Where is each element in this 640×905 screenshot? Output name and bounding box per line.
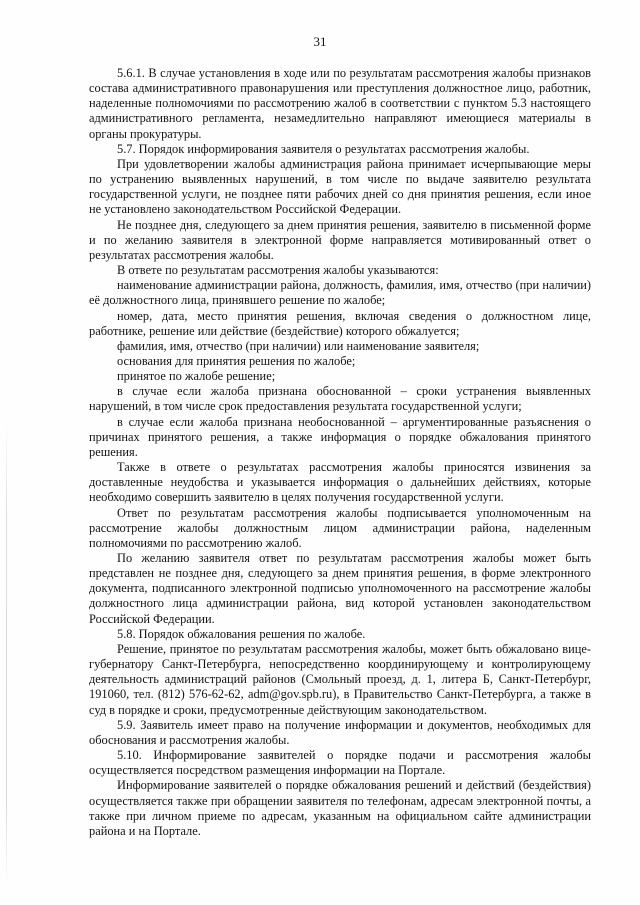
- list-item-decision-number: номер, дата, место принятия решения, включая сведения о должностном лице, работнике, решение или действие (бездействие) которого обжалуется;: [89, 308, 591, 338]
- paragraph-apologies: Также в ответе о результатах рассмотрения жалобы приносятся извинения за доставленные неудобства и указывается информация о дальнейших действиях, которые необходимо совершить заявителю в целях получения государственной услуги.: [89, 460, 591, 505]
- list-item-applicant-name: фамилия, имя, отчество (при наличии) или наименование заявителя;: [117, 338, 480, 353]
- paragraph-response-contents: В ответе по результатам рассмотрения жалобы указываются:: [117, 263, 439, 278]
- page-number: 31: [313, 34, 327, 49]
- scan-edge-line: [6, 420, 7, 890]
- paragraph-appeal: Решение, принятое по результатам рассмотрения жалобы, может быть обжаловано вице-губернатору Санкт-Петербурга, непосредственно координирующему и контролирующему деятельность администраций районов (Смольный проезд, д. 1, литера Б, Санкт-Петербург, 191060, тел. (812) 576-62-62, adm@gov.spb.ru), в Правительство Санкт-Петербурга, а также в суд в порядке и сроки, предусмотренные действующим законодательством.: [89, 641, 591, 717]
- list-item-justified: в случае если жалоба признана обоснованной – сроки устранения выявленных нарушений, в том числе срок предоставления результата государственной услуги;: [89, 384, 591, 414]
- paragraph-satisfaction: При удовлетворении жалобы администрация района принимает исчерпывающие меры по устранению выявленных нарушений, в том числе по выдаче заявителю результата государственной услуги, не позднее пяти рабочих дней со дня принятия решения, если иное не установлено законодательством Российской Федерации.: [89, 156, 591, 217]
- paragraph-signature: Ответ по результатам рассмотрения жалобы подписывается уполномоченным на рассмотрение жалобы должностным лицом администрации района, наделенным полномочиями по рассмотрению жалоб.: [89, 505, 591, 550]
- list-item-grounds: основания для принятия решения по жалобе;: [117, 353, 356, 368]
- list-item-unjustified: в случае если жалоба признана необоснованной – аргументированные разъяснения о причинах принятого решения, а также информация о порядке обжалования принятого решения.: [89, 414, 591, 459]
- paragraph-5-8-heading: 5.8. Порядок обжалования решения по жалобе.: [117, 626, 366, 641]
- paragraph-5-7-heading: 5.7. Порядок информирования заявителя о результатах рассмотрения жалобы.: [117, 141, 530, 156]
- list-item-decision: принятое по жалобе решение;: [117, 369, 276, 384]
- paragraph-electronic-response: По желанию заявителя ответ по результатам рассмотрения жалобы может быть представлен не позднее дня, следующего за днем принятия решения, в форме электронного документа, подписанного электронной подписью уполномоченного на рассмотрение жалобы должностного лица администрации района, вид которой установлен законодательством Российской Федерации.: [89, 551, 591, 626]
- paragraph-5-9: 5.9. Заявитель имеет право на получение информации и документов, необходимых для обоснования и рассмотрения жалобы.: [89, 717, 591, 747]
- paragraph-informing: Информирование заявителей о порядке обжалования решений и действий (бездействия) осуществляется также при обращении заявителя по телефонам, адресам электронной почты, а также при личном приеме по адресам, указанным на официальном сайте администрации района и на Портале.: [89, 778, 591, 838]
- paragraph-response-deadline: Не позднее дня, следующего за днем принятия решения, заявителю в письменной форме и по желанию заявителя в электронной форме направляется мотивированный ответ о результатах рассмотрения жалобы.: [89, 217, 591, 262]
- paragraph-5-10: 5.10. Информирование заявителей о порядке подачи и рассмотрения жалобы осуществляется посредством размещения информации на Портале.: [89, 748, 591, 778]
- paragraph-5-6-1: 5.6.1. В случае установления в ходе или по результатам рассмотрения жалобы признаков состава административного правонарушения или преступления должностное лицо, работник, наделенные полномочиями по рассмотрению жалоб в соответствии с пунктом 5.3 настоящего административного регламента, незамедлительно направляют имеющиеся материалы в органы прокуратуры.: [89, 66, 591, 141]
- list-item-admin-name: наименование администрации района, должность, фамилия, имя, отчество (при наличии) её должностного лица, принявшего решение по жалобе;: [89, 278, 591, 308]
- document-body: [89, 66, 591, 839]
